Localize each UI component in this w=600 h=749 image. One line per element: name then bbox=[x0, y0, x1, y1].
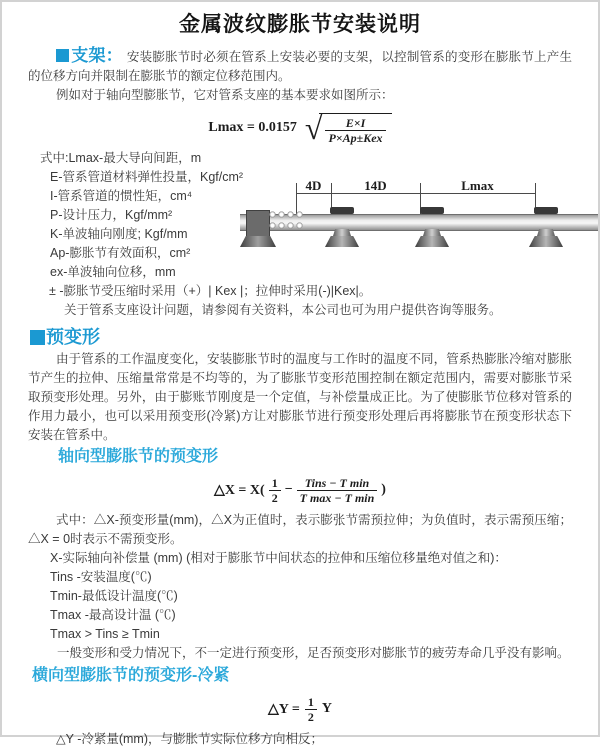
lateral-subheading: 横向型膨胀节的预变形-冷紧 bbox=[32, 667, 230, 684]
page-title: 金属波纹膨胀节安装说明 bbox=[179, 13, 421, 36]
support-intro-paragraph bbox=[28, 46, 572, 86]
pipe-support-icon bbox=[528, 207, 564, 247]
dim-label-4d: 4D bbox=[305, 178, 322, 193]
axial-item: 一般变形和受力情况下，不一定进行预变形，足否预变形对膨胀节的疲劳寿命几乎没有影响。 bbox=[57, 646, 570, 660]
formula-dx-lhs: △X = X( bbox=[214, 482, 265, 498]
anchor-support-icon bbox=[246, 210, 270, 237]
dim-label-lmax: Lmax bbox=[461, 178, 494, 193]
dim-label-14d: 14D bbox=[364, 178, 387, 193]
consult-note: 关于管系支座设计问题，请参阅有关资料，本公司也可为用户提供咨询等服务。 bbox=[64, 303, 502, 317]
formula-dx-frac2-num: Tins − T min bbox=[297, 476, 378, 491]
pipe-support-icon bbox=[324, 207, 360, 247]
section-predeform-heading bbox=[30, 326, 598, 348]
formula-delta-x bbox=[2, 473, 598, 507]
radical-sign: √ bbox=[304, 110, 323, 146]
formula-dx-frac2-den: T max − T min bbox=[299, 490, 375, 505]
lateral-note: △Y -冷紧量(mm)，与膨胀节实际位移方向相反； bbox=[56, 732, 324, 746]
axial-item: X-实际轴向补偿量 (mm) (相对于膨胀节中间状态的拉伸和压缩位移量绝对值之和)： bbox=[50, 551, 507, 565]
definitions-and-diagram bbox=[2, 149, 598, 320]
formula-dy-rhs: Y bbox=[321, 701, 332, 716]
predeform-body: 由于管系的工作温度变化，安装膨胀节时的温度与工作时的温度不同，管系热膨胀冷缩对膨胀节产生的拉伸、压缩量常常是不均等的，为了膨胀节变形范围控制在额定范围内，需要对膨胀节采取预变形处理。另外，由于膨账节刚度是一个定值，与补偿量成正比。为了使膨胀节位移对管系的作用力最小，也可以采用预变形(冷紧)方让对膨胀节进行预变形处理后再将膨胀节在预变形状态下安装在管系中。 bbox=[28, 352, 572, 442]
formula-dx-minus: − bbox=[284, 482, 293, 497]
formula-dx-rhs: ) bbox=[381, 482, 386, 497]
section-predeform-label: 预变形 bbox=[46, 327, 100, 347]
formula-dy-den: 2 bbox=[307, 709, 314, 724]
axial-item: Tins -安装温度(℃) bbox=[50, 570, 152, 584]
anchor-base-icon bbox=[240, 236, 276, 247]
pipe-support-diagram bbox=[240, 179, 598, 267]
definition-line: I-管系管道的惯性矩，cm⁴ bbox=[50, 189, 193, 203]
formula-dy-num: 1 bbox=[305, 695, 317, 710]
axial-item: Tmin-最低设计温度(℃) bbox=[50, 589, 178, 603]
definition-line: ± -膨胀节受压缩时采用（+）| Kex |；拉伸时采用(-)|Kex|。 bbox=[49, 284, 372, 298]
support-intro-text: 安装膨胀节时必须在管系上安装必要的支架，以控制管系的变形在膨胀节上产生的位移方向并限制在膨胀节的额定位移范围内。 bbox=[28, 50, 572, 83]
formula-lmax bbox=[2, 109, 598, 147]
formula-lmax-numerator: E×I bbox=[325, 116, 385, 131]
sqrt-expression bbox=[305, 110, 392, 146]
definition-line: ex-单波轴向位移，mm bbox=[50, 265, 176, 279]
bellows-icon bbox=[268, 210, 304, 219]
formula-lmax-lhs: Lmax = 0.0157 bbox=[208, 120, 297, 135]
support-example-paragraph: 例如对于轴向型膨胀节，它对管系支座的基本要求如图所示： bbox=[56, 88, 394, 102]
axial-subheading: 轴向型膨胀节的预变形 bbox=[58, 448, 219, 465]
axial-note: 式中：△X-预变形量(mm)，△X为正值时，表示膨张节需预拉伸；为负值时，表示需预压缩；△X = 0时表示不需预变形。 bbox=[28, 513, 572, 546]
axial-item: Tmax > Tins ≥ Tmin bbox=[50, 627, 160, 641]
formula-dx-frac1-den: 2 bbox=[271, 490, 278, 505]
definition-line: E-管系管道材料弹性投量，Kgf/cm² bbox=[50, 170, 244, 184]
section-support-label: 支架： bbox=[71, 46, 123, 65]
pipe-support-icon bbox=[414, 207, 450, 247]
section-bullet-icon bbox=[56, 49, 69, 62]
axial-item: Tmax -最高设计温 (℃) bbox=[50, 608, 176, 622]
definition-line: 式中:Lmax-最大导向间距，m bbox=[40, 151, 202, 165]
definition-line: K-单波轴向刚度; Kgf/mm bbox=[50, 227, 188, 241]
section-bullet-icon bbox=[30, 330, 45, 345]
section-support-heading bbox=[56, 46, 123, 65]
bellows-icon bbox=[268, 221, 304, 230]
axial-items bbox=[50, 549, 598, 663]
definition-line: Ap-膨胀节有效面积，cm² bbox=[50, 246, 191, 260]
dimension-line bbox=[296, 193, 535, 194]
formula-lmax-denominator: P×Ap±Kex bbox=[328, 131, 383, 145]
formula-dy-lhs: △Y = bbox=[268, 701, 300, 717]
formula-dx-frac1-num: 1 bbox=[269, 476, 281, 491]
formula-delta-y bbox=[2, 694, 598, 724]
definition-line: P-设计压力，Kgf/mm² bbox=[50, 208, 173, 222]
